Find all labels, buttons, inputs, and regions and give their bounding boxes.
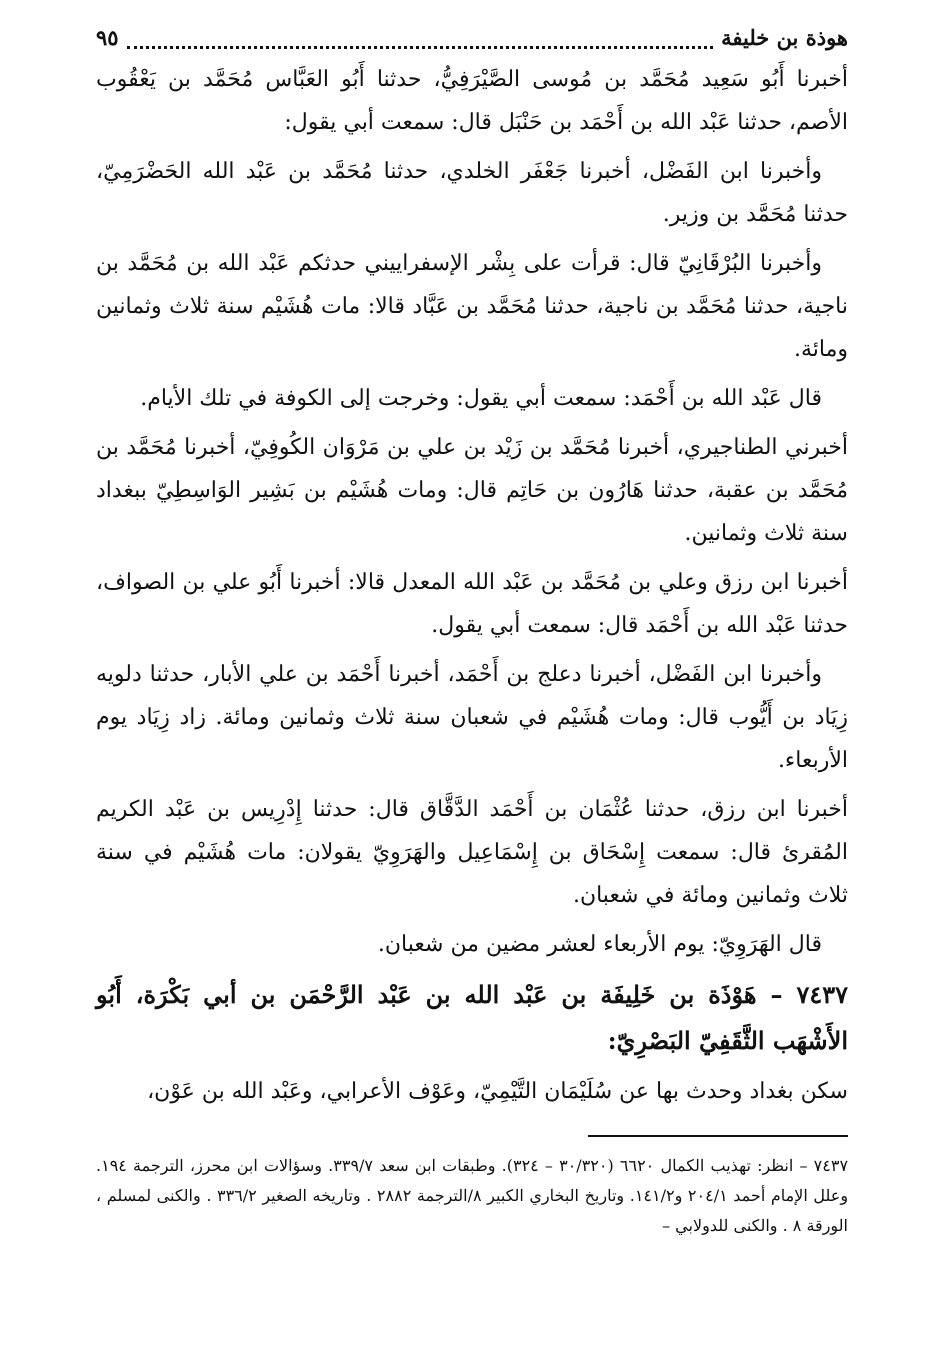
paragraph: وأخبرنا ابن الفَضْل، أخبرنا دعلج بن أَحْمَد، أخبرنا أَحْمَد بن علي الأبار، حدثنا دلويه زِيَاد بن أَيُّوب قال: ومات هُشَيْم في شعبان سنة ثلاث وثمانين ومائة. زاد زِيَاد يوم الأربعاء. <box>96 662 848 773</box>
footnote: ٧٤٣٧ – انظر: تهذيب الكمال ٦٦٢٠ (٣٠/٣٢٠ – ٣٢٤). وطبقات ابن سعد ٣٣٩/٧. وسؤالات ابن محرز، الترجمة ١٩٤. وعلل الإمام أحمد ٢٠٤/١ و١٤١/٢. وتاريخ البخاري الكبير ٨/الترجمة ٢٨٨٢ . وتاريخه الصغير ٣٣٦/٢ . والكنى لمسلم ، الورقة ٨ . والكنى للدولابي – <box>96 1156 849 1235</box>
body-text <box>96 58 848 1113</box>
paragraph: أخبرنا أَبُو سَعِيد مُحَمَّد بن مُوسى الصَّيْرَفِيُّ، حدثنا أَبُو العَبَّاس مُحَمَّد بن يَعْقُوب الأصم، حدثنا عَبْد الله بن أَحْمَد بن حَنْبَل قال: سمعت أبي يقول: <box>96 67 848 135</box>
leader-dots <box>127 28 714 49</box>
paragraph: قال عَبْد الله بن أَحْمَد: سمعت أبي يقول: وخرجت إلى الكوفة في تلك الأيام. <box>140 386 822 411</box>
running-title: هوذة بن خليفة <box>721 25 848 50</box>
paragraph: أخبرنا ابن رزق، حدثنا عُثْمَان بن أَحْمَد الدَّقَّاق قال: حدثنا إِدْرِيس بن عَبْد الكريم المُقرئ قال: سمعت إِسْحَاق بن إِسْمَاعِيل والهَرَوِيّ يقولان: مات هُشَيْم في سنة ثلاث وثمانين ومائة في شعبان. <box>96 797 848 908</box>
paragraph: أخبرني الطناجيري، أخبرنا مُحَمَّد بن زَيْد بن علي بن مَرْوَان الكُوفِيّ، أخبرنا مُحَمَّد بن مُحَمَّد بن عقبة، حدثنا هَارُون بن حَاتِم قال: ومات هُشَيْم بن بَشِير الوَاسِطِيّ ببغداد سنة ثلاث وثمانين. <box>96 435 848 546</box>
book-page <box>96 18 848 1241</box>
footnote-divider <box>588 1135 848 1137</box>
running-header <box>96 18 848 58</box>
paragraph: قال الهَرَوِيّ: يوم الأربعاء لعشر مضين من شعبان. <box>377 932 822 957</box>
paragraph: وأخبرنا البُرْقَانِيّ قال: قرأت على بِشْر الإسفراييني حدثكم عَبْد الله بن مُحَمَّد بن ناجية، حدثنا مُحَمَّد بن ناجية، حدثنا مُحَمَّد بن عَبَّاد قالا: مات هُشَيْم سنة ثلاث وثمانين ومائة. <box>96 251 848 362</box>
paragraph: أخبرنا ابن رزق وعلي بن مُحَمَّد بن عَبْد الله المعدل قالا: أخبرنا أَبُو علي بن الصواف، حدثنا عَبْد الله بن أَحْمَد قال: سمعت أبي يقول. <box>96 570 848 638</box>
paragraph: وأخبرنا ابن الفَضْل، أخبرنا جَعْفَر الخلدي، حدثنا مُحَمَّد بن عَبْد الله الحَضْرَمِيّ، حدثنا مُحَمَّد بن وزير. <box>96 159 848 227</box>
page-number: ٩٥ <box>96 25 119 50</box>
entry-heading: ٧٤٣٧ – هَوْذَة بن خَلِيفَة بن عَبْد الله بن عَبْد الرَّحْمَن بن أبي بَكْرَة، أَبُو الأَشْهَب الثَّقَفِيّ البَصْرِيّ: <box>96 980 848 1055</box>
entry-text: سكن بغداد وحدث بها عن سُلَيْمَان التَّيْمِيّ، وعَوْف الأعرابي، وعَبْد الله بن عَوْن، <box>147 1079 848 1104</box>
